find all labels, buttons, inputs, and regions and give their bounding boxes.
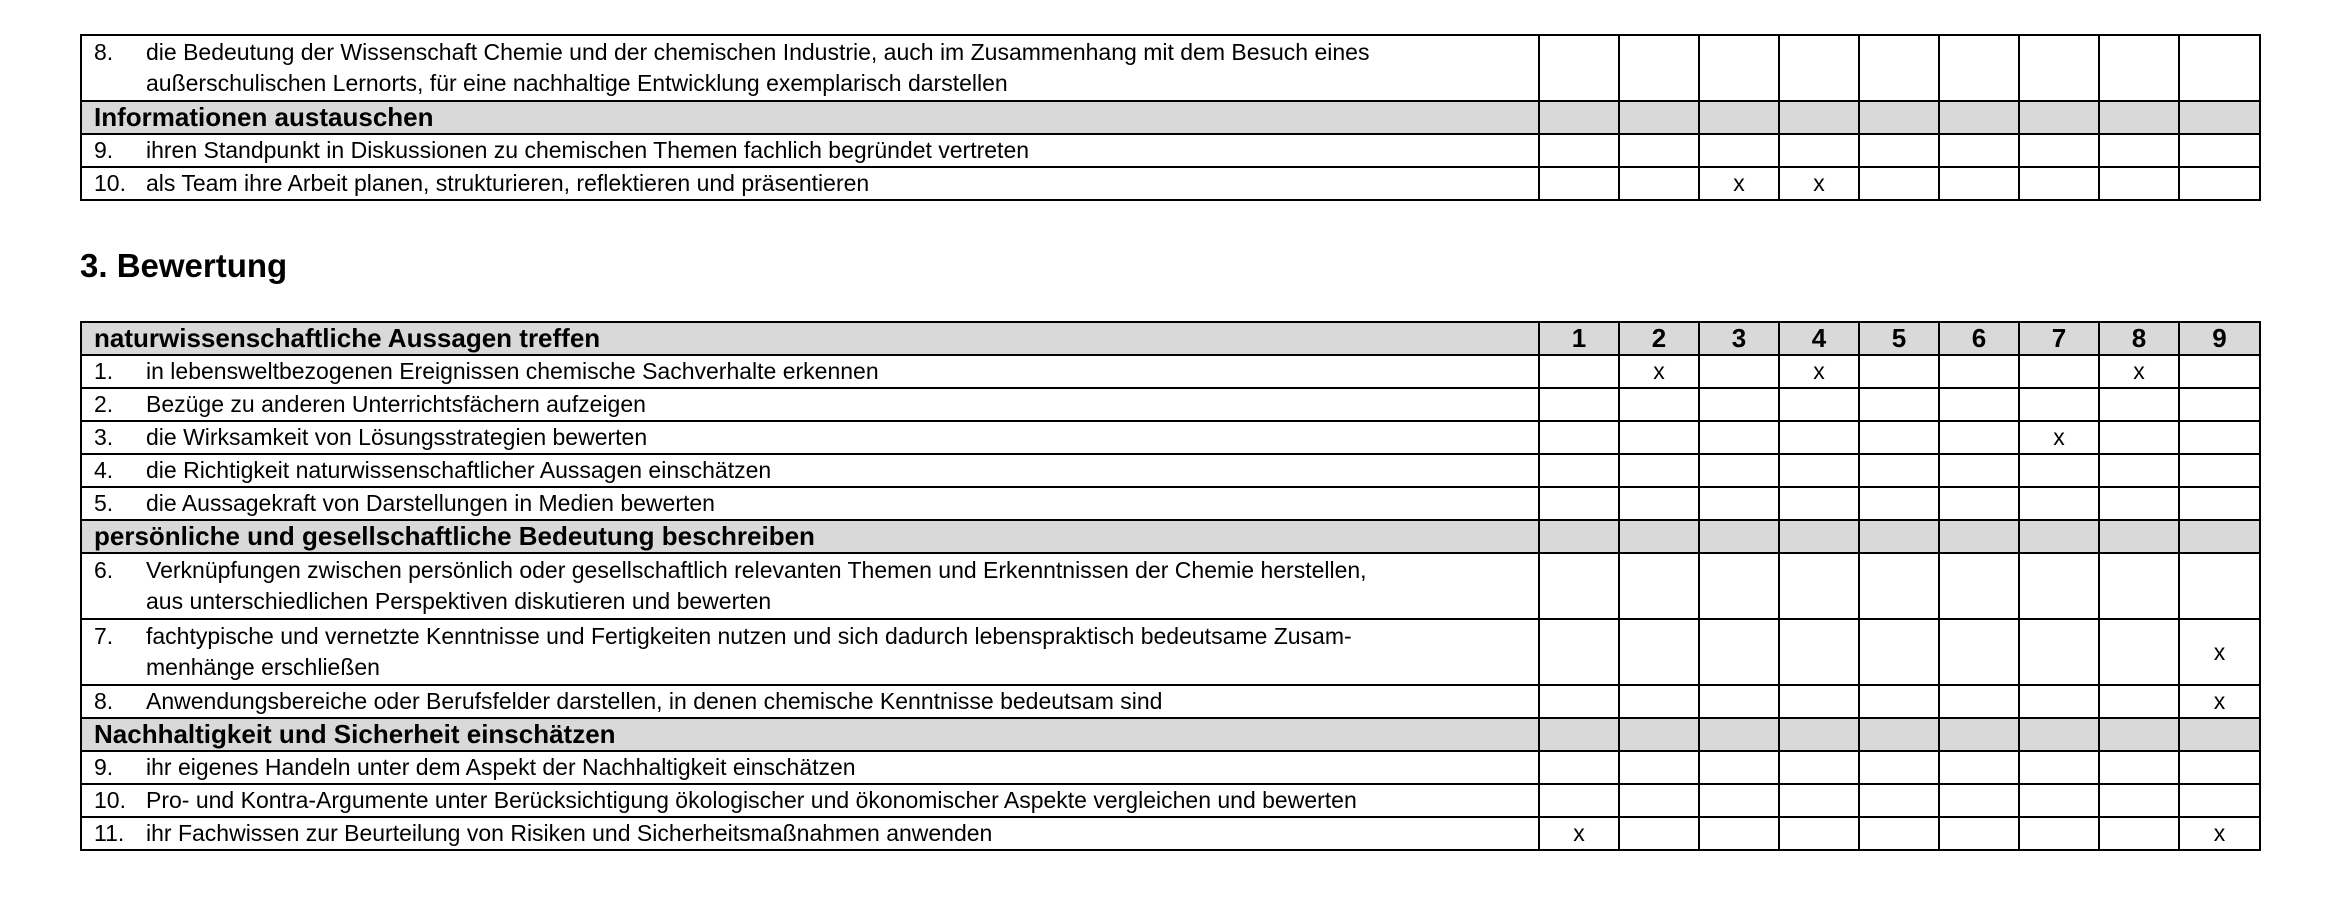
mark-cell — [1779, 553, 1859, 619]
item-text-line: ihr Fachwissen zur Beurteilung von Risiken und Sicherheitsmaßnahmen anwenden — [146, 820, 993, 846]
item-text-line: Anwendungsbereiche oder Berufsfelder darstellen, in denen chemische Kenntnisse bedeutsam sind — [146, 688, 1163, 714]
item-text — [146, 168, 1530, 199]
item-content — [94, 555, 1530, 617]
mark-cell — [2099, 751, 2179, 784]
mark-cell — [2019, 553, 2099, 619]
item-number: 10. — [94, 787, 126, 813]
category-header-row — [81, 718, 2260, 751]
mark-cell — [1699, 454, 1779, 487]
mark-cell: x — [2179, 619, 2260, 685]
item-content — [94, 135, 1530, 166]
mark-cell — [1859, 751, 1939, 784]
description-cell — [81, 685, 1539, 718]
item-text-line: fachtypische und vernetzte Kenntnisse und Fertigkeiten nutzen und sich dadurch lebenspraktisch bedeutsame Zusam- — [146, 623, 1352, 649]
table-row — [81, 35, 2260, 101]
mark-cell — [1859, 388, 1939, 421]
mark-cell — [2099, 784, 2179, 817]
mark-cell — [1619, 817, 1699, 850]
item-text — [146, 686, 1530, 717]
column-number-cell: 9 — [2179, 322, 2260, 355]
mark-cell — [1619, 520, 1699, 553]
mark-cell — [1779, 784, 1859, 817]
column-number-cell: 8 — [2099, 322, 2179, 355]
item-number: 2. — [94, 391, 114, 417]
mark-cell — [1859, 784, 1939, 817]
column-number-cell: 1 — [1539, 322, 1619, 355]
competency-table-top — [80, 34, 2261, 201]
item-number: 5. — [94, 490, 114, 516]
mark-cell — [2019, 751, 2099, 784]
mark-cell — [2099, 167, 2179, 200]
mark-cell — [1539, 101, 1619, 134]
mark-cell — [1939, 134, 2019, 167]
mark-cell — [1699, 619, 1779, 685]
item-text-line: Pro- und Kontra-Argumente unter Berücksichtigung ökologischer und ökonomischer Aspekte vergleichen und bewerten — [146, 787, 1357, 813]
mark-cell — [1619, 35, 1699, 101]
mark-cell — [1619, 553, 1699, 619]
mark-cell — [1779, 487, 1859, 520]
item-text-line: ihren Standpunkt in Diskussionen zu chemischen Themen fachlich begründet vertreten — [146, 137, 1030, 163]
mark-cell — [1619, 454, 1699, 487]
mark-cell — [1619, 619, 1699, 685]
item-text — [146, 818, 1530, 849]
category-label: Nachhaltigkeit und Sicherheit einschätzen — [94, 719, 616, 749]
category-label-cell — [81, 322, 1539, 355]
mark-cell — [2019, 619, 2099, 685]
mark-cell — [2099, 487, 2179, 520]
table-row — [81, 751, 2260, 784]
mark-cell — [1699, 751, 1779, 784]
mark-cell — [1539, 167, 1619, 200]
mark-cell — [2099, 35, 2179, 101]
item-text — [146, 135, 1530, 166]
mark-cell — [2179, 784, 2260, 817]
mark-cell — [1939, 751, 2019, 784]
item-text-line: Bezüge zu anderen Unterrichtsfächern aufzeigen — [146, 391, 646, 417]
item-text — [146, 555, 1530, 617]
item-content — [94, 752, 1530, 783]
mark-cell — [2019, 784, 2099, 817]
item-content — [94, 785, 1530, 816]
mark-cell: x — [1699, 167, 1779, 200]
mark-cell — [1619, 718, 1699, 751]
mark-cell — [1939, 35, 2019, 101]
mark-cell — [1939, 487, 2019, 520]
item-content — [94, 488, 1530, 519]
mark-cell — [1539, 718, 1619, 751]
column-number-cell: 5 — [1859, 322, 1939, 355]
description-cell — [81, 619, 1539, 685]
mark-cell — [1699, 718, 1779, 751]
mark-cell — [1779, 718, 1859, 751]
mark-cell — [1779, 134, 1859, 167]
table-row — [81, 167, 2260, 200]
mark-cell — [2179, 35, 2260, 101]
mark-cell — [1619, 487, 1699, 520]
mark-cell — [2179, 134, 2260, 167]
item-number: 6. — [94, 557, 114, 583]
mark-cell — [1939, 619, 2019, 685]
category-header-row — [81, 101, 2260, 134]
mark-cell — [2019, 817, 2099, 850]
mark-cell — [1779, 388, 1859, 421]
mark-cell — [2019, 685, 2099, 718]
item-content — [94, 168, 1530, 199]
item-text-line: außerschulischen Lernorts, für eine nachhaltige Entwicklung exemplarisch darstellen — [146, 70, 1008, 96]
item-text — [146, 621, 1530, 683]
mark-cell — [2099, 619, 2179, 685]
mark-cell — [1619, 784, 1699, 817]
mark-cell — [2179, 355, 2260, 388]
mark-cell — [1939, 101, 2019, 134]
section-heading: 3. Bewertung — [80, 247, 288, 284]
item-text — [146, 455, 1530, 486]
mark-cell — [2179, 718, 2260, 751]
item-number: 3. — [94, 424, 114, 450]
mark-cell — [1859, 454, 1939, 487]
category-header-row — [81, 322, 2260, 355]
item-text — [146, 389, 1530, 420]
table-row — [81, 619, 2260, 685]
mark-cell — [1539, 421, 1619, 454]
mark-cell — [1939, 355, 2019, 388]
mark-cell — [1539, 35, 1619, 101]
mark-cell — [1779, 685, 1859, 718]
mark-cell: x — [1779, 167, 1859, 200]
mark-cell — [1859, 553, 1939, 619]
category-label-cell — [81, 718, 1539, 751]
description-cell — [81, 751, 1539, 784]
mark-cell — [1779, 35, 1859, 101]
description-cell — [81, 388, 1539, 421]
mark-cell — [1539, 134, 1619, 167]
category-label: naturwissenschaftliche Aussagen treffen — [94, 323, 601, 353]
mark-cell — [1859, 421, 1939, 454]
mark-cell — [1619, 101, 1699, 134]
mark-cell — [2099, 685, 2179, 718]
mark-cell — [1939, 421, 2019, 454]
mark-cell — [2179, 487, 2260, 520]
mark-cell — [1859, 487, 1939, 520]
mark-cell — [1539, 619, 1619, 685]
mark-cell — [1699, 487, 1779, 520]
mark-cell — [2099, 388, 2179, 421]
mark-cell — [1539, 553, 1619, 619]
category-label-cell — [81, 520, 1539, 553]
mark-cell — [1779, 619, 1859, 685]
mark-cell — [1619, 685, 1699, 718]
mark-cell — [1539, 355, 1619, 388]
mark-cell — [1699, 35, 1779, 101]
mark-cell: x — [1619, 355, 1699, 388]
mark-cell — [2099, 553, 2179, 619]
table-row — [81, 454, 2260, 487]
mark-cell — [2099, 101, 2179, 134]
mark-cell — [2019, 355, 2099, 388]
mark-cell — [2099, 520, 2179, 553]
mark-cell — [1539, 487, 1619, 520]
item-number: 4. — [94, 457, 114, 483]
mark-cell: x — [1539, 817, 1619, 850]
mark-cell — [1859, 520, 1939, 553]
column-number-cell: 4 — [1779, 322, 1859, 355]
mark-cell — [1699, 355, 1779, 388]
mark-cell — [1859, 134, 1939, 167]
description-cell — [81, 355, 1539, 388]
mark-cell — [2179, 421, 2260, 454]
mark-cell — [1859, 355, 1939, 388]
mark-cell — [2099, 134, 2179, 167]
item-text — [146, 422, 1530, 453]
item-text-line: die Wirksamkeit von Lösungsstrategien bewerten — [146, 424, 648, 450]
mark-cell — [1699, 553, 1779, 619]
description-cell — [81, 35, 1539, 101]
mark-cell: x — [2179, 685, 2260, 718]
mark-cell — [1699, 388, 1779, 421]
mark-cell: x — [2099, 355, 2179, 388]
item-text-line: aus unterschiedlichen Perspektiven diskutieren und bewerten — [146, 588, 772, 614]
mark-cell — [1779, 454, 1859, 487]
table-row — [81, 784, 2260, 817]
item-content — [94, 818, 1530, 849]
table-row — [81, 388, 2260, 421]
mark-cell — [1939, 388, 2019, 421]
mark-cell — [1619, 167, 1699, 200]
mark-cell — [1859, 101, 1939, 134]
category-label-cell — [81, 101, 1539, 134]
mark-cell — [1699, 134, 1779, 167]
item-text-line: als Team ihre Arbeit planen, strukturieren, reflektieren und präsentieren — [146, 170, 870, 196]
mark-cell: x — [1779, 355, 1859, 388]
column-number-cell: 6 — [1939, 322, 2019, 355]
table-row — [81, 134, 2260, 167]
item-content — [94, 422, 1530, 453]
mark-cell — [2019, 388, 2099, 421]
item-text-line: Verknüpfungen zwischen persönlich oder gesellschaftlich relevanten Themen und Erkenntnissen der Chemie herstellen, — [146, 557, 1367, 583]
description-cell — [81, 167, 1539, 200]
mark-cell — [1939, 817, 2019, 850]
mark-cell — [2179, 454, 2260, 487]
mark-cell — [1539, 751, 1619, 784]
mark-cell — [2179, 101, 2260, 134]
item-number: 11. — [94, 820, 125, 846]
item-text-line: die Bedeutung der Wissenschaft Chemie und der chemischen Industrie, auch im Zusammenhang mit dem Besuch eines — [146, 39, 1370, 65]
description-cell — [81, 421, 1539, 454]
mark-cell — [2019, 520, 2099, 553]
mark-cell — [2019, 35, 2099, 101]
item-content — [94, 356, 1530, 387]
mark-cell — [1619, 421, 1699, 454]
description-cell — [81, 487, 1539, 520]
mark-cell — [1699, 817, 1779, 850]
mark-cell — [2019, 167, 2099, 200]
item-number: 7. — [94, 623, 114, 649]
item-content — [94, 37, 1530, 99]
mark-cell — [1699, 520, 1779, 553]
mark-cell — [1539, 520, 1619, 553]
description-cell — [81, 817, 1539, 850]
mark-cell — [1779, 751, 1859, 784]
mark-cell — [1619, 134, 1699, 167]
item-content — [94, 621, 1530, 683]
mark-cell — [1779, 421, 1859, 454]
category-header-row — [81, 520, 2260, 553]
mark-cell — [2099, 718, 2179, 751]
item-number: 8. — [94, 39, 114, 65]
mark-cell — [1939, 454, 2019, 487]
item-text-line: die Aussagekraft von Darstellungen in Medien bewerten — [146, 490, 715, 516]
mark-cell — [2099, 454, 2179, 487]
mark-cell — [1939, 553, 2019, 619]
item-content — [94, 389, 1530, 420]
column-number-cell: 7 — [2019, 322, 2099, 355]
table-row — [81, 487, 2260, 520]
mark-cell — [2179, 751, 2260, 784]
item-text — [146, 488, 1530, 519]
mark-cell: x — [2179, 817, 2260, 850]
mark-cell — [2179, 167, 2260, 200]
column-number-cell: 3 — [1699, 322, 1779, 355]
description-cell — [81, 553, 1539, 619]
mark-cell — [1859, 619, 1939, 685]
mark-cell — [1859, 817, 1939, 850]
table-row — [81, 685, 2260, 718]
item-content — [94, 455, 1530, 486]
item-text-line: menhänge erschließen — [146, 654, 380, 680]
competency-table-bewertung — [80, 321, 2261, 851]
table-row — [81, 355, 2260, 388]
mark-cell — [1939, 784, 2019, 817]
item-text — [146, 356, 1530, 387]
item-text — [146, 752, 1530, 783]
item-text — [146, 37, 1530, 99]
mark-cell — [1539, 784, 1619, 817]
mark-cell — [1699, 784, 1779, 817]
mark-cell — [2019, 134, 2099, 167]
item-content — [94, 686, 1530, 717]
mark-cell: x — [2019, 421, 2099, 454]
category-label: persönliche und gesellschaftliche Bedeutung beschreiben — [94, 521, 815, 551]
mark-cell — [2099, 421, 2179, 454]
mark-cell — [1859, 718, 1939, 751]
item-number: 10. — [94, 170, 126, 196]
table-row — [81, 553, 2260, 619]
mark-cell — [2179, 388, 2260, 421]
description-cell — [81, 454, 1539, 487]
mark-cell — [2019, 718, 2099, 751]
mark-cell — [1699, 685, 1779, 718]
mark-cell — [1539, 388, 1619, 421]
item-text — [146, 785, 1530, 816]
item-text-line: in lebensweltbezogenen Ereignissen chemische Sachverhalte erkennen — [146, 358, 879, 384]
table-row — [81, 421, 2260, 454]
mark-cell — [1859, 35, 1939, 101]
mark-cell — [2019, 454, 2099, 487]
column-number-cell: 2 — [1619, 322, 1699, 355]
item-text-line: ihr eigenes Handeln unter dem Aspekt der Nachhaltigkeit einschätzen — [146, 754, 856, 780]
mark-cell — [1939, 718, 2019, 751]
mark-cell — [2019, 487, 2099, 520]
mark-cell — [1939, 167, 2019, 200]
mark-cell — [1939, 520, 2019, 553]
mark-cell — [2179, 553, 2260, 619]
item-text-line: die Richtigkeit naturwissenschaftlicher Aussagen einschätzen — [146, 457, 772, 483]
description-cell — [81, 134, 1539, 167]
mark-cell — [1539, 685, 1619, 718]
mark-cell — [1859, 685, 1939, 718]
mark-cell — [1859, 167, 1939, 200]
mark-cell — [1779, 101, 1859, 134]
description-cell — [81, 784, 1539, 817]
table-row — [81, 817, 2260, 850]
item-number: 1. — [94, 358, 114, 384]
mark-cell — [1619, 751, 1699, 784]
mark-cell — [1699, 421, 1779, 454]
mark-cell — [2019, 101, 2099, 134]
item-number: 8. — [94, 688, 114, 714]
mark-cell — [1539, 454, 1619, 487]
category-label: Informationen austauschen — [94, 102, 434, 132]
mark-cell — [1619, 388, 1699, 421]
mark-cell — [1779, 520, 1859, 553]
mark-cell — [1699, 101, 1779, 134]
mark-cell — [2179, 520, 2260, 553]
item-number: 9. — [94, 137, 114, 163]
item-number: 9. — [94, 754, 114, 780]
mark-cell — [2099, 817, 2179, 850]
mark-cell — [1939, 685, 2019, 718]
mark-cell — [1779, 817, 1859, 850]
